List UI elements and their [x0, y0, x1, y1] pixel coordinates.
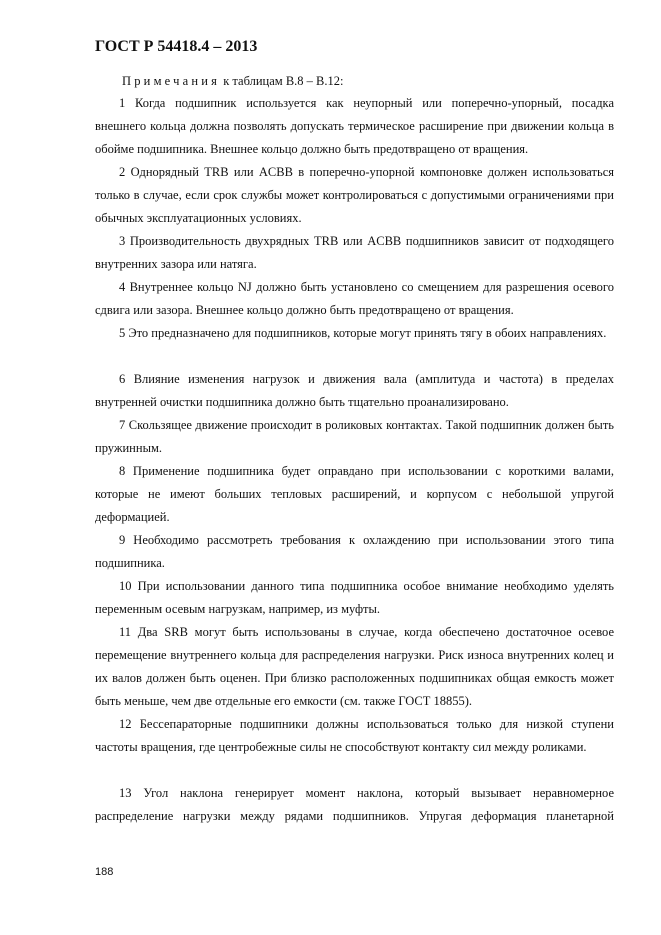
- note-4: 4 Внутреннее кольцо NJ должно быть установлено со смещением для разрешения осевого сдвига или зазора. Внешнее кольцо должно быть предотвращено от вращения.: [95, 280, 614, 317]
- note-8: 8 Применение подшипника будет оправдано при использовании с короткими валами, которые не имеют больших тепловых расширений, и корпусом с небольшой упругой деформацией.: [95, 464, 614, 524]
- notes-heading: [122, 74, 343, 89]
- note-11: 11 Два SRB могут быть использованы в случае, когда обеспечено достаточное осевое перемещение внутреннего кольца для распределения нагрузки. Риск износа внутренних колец и их валов должен быть оценен. При близко расположенных подшипниках общая емкость может быть меньше, чем две отдельные его емкости (см. также ГОСТ 18855).: [95, 625, 614, 708]
- note-12: 12 Бессепараторные подшипники должны использоваться только для низкой ступени частоты вращения, где центробежные силы не способствуют контакту сил между роликами.: [95, 717, 614, 754]
- note-6: 6 Влияние изменения нагрузок и движения вала (амплитуда и частота) в пределах внутренней очистки подшипника должно быть тщательно проанализировано.: [95, 372, 614, 409]
- note-10: 10 При использовании данного типа подшипника особое внимание необходимо уделять переменным осевым нагрузкам, например, из муфты.: [95, 579, 614, 616]
- note-2: 2 Однорядный TRB или ACBB в поперечно-упорной компоновке должен использоваться только в случае, если срок службы может контролироваться с допустимыми ограничениями при обычных эксплуатационных условиях.: [95, 165, 614, 225]
- notes-heading-label: Примечания: [122, 74, 221, 88]
- note-5: 5 Это предназначено для подшипников, которые могут принять тягу в обоих направлениях.: [119, 326, 607, 340]
- document-header: ГОСТ Р 54418.4 – 2013: [95, 38, 258, 55]
- notes-heading-rest: к таблицам В.8 – В.12:: [220, 74, 344, 88]
- note-9: 9 Необходимо рассмотреть требования к охлаждению при использовании этого типа подшипника.: [95, 533, 614, 570]
- note-3: 3 Производительность двухрядных TRB или ACBB подшипников зависит от подходящего внутренних зазора или натяга.: [95, 234, 614, 271]
- page-number: 188: [95, 866, 114, 878]
- note-13: 13 Угол наклона генерирует момент наклона, который вызывает неравномерное распределение нагрузки между рядами подшипников. Упругая деформация планетарной: [95, 786, 614, 823]
- note-7: 7 Скользящее движение происходит в роликовых контактах. Такой подшипник должен быть пружинным.: [95, 418, 614, 455]
- note-1: 1 Когда подшипник используется как неупорный или поперечно-упорный, посадка внешнего кольца должна позволять допускать термическое расширение при движении кольца в обойме подшипника. Внешнее кольцо должно быть предотвращено от вращения.: [95, 96, 614, 156]
